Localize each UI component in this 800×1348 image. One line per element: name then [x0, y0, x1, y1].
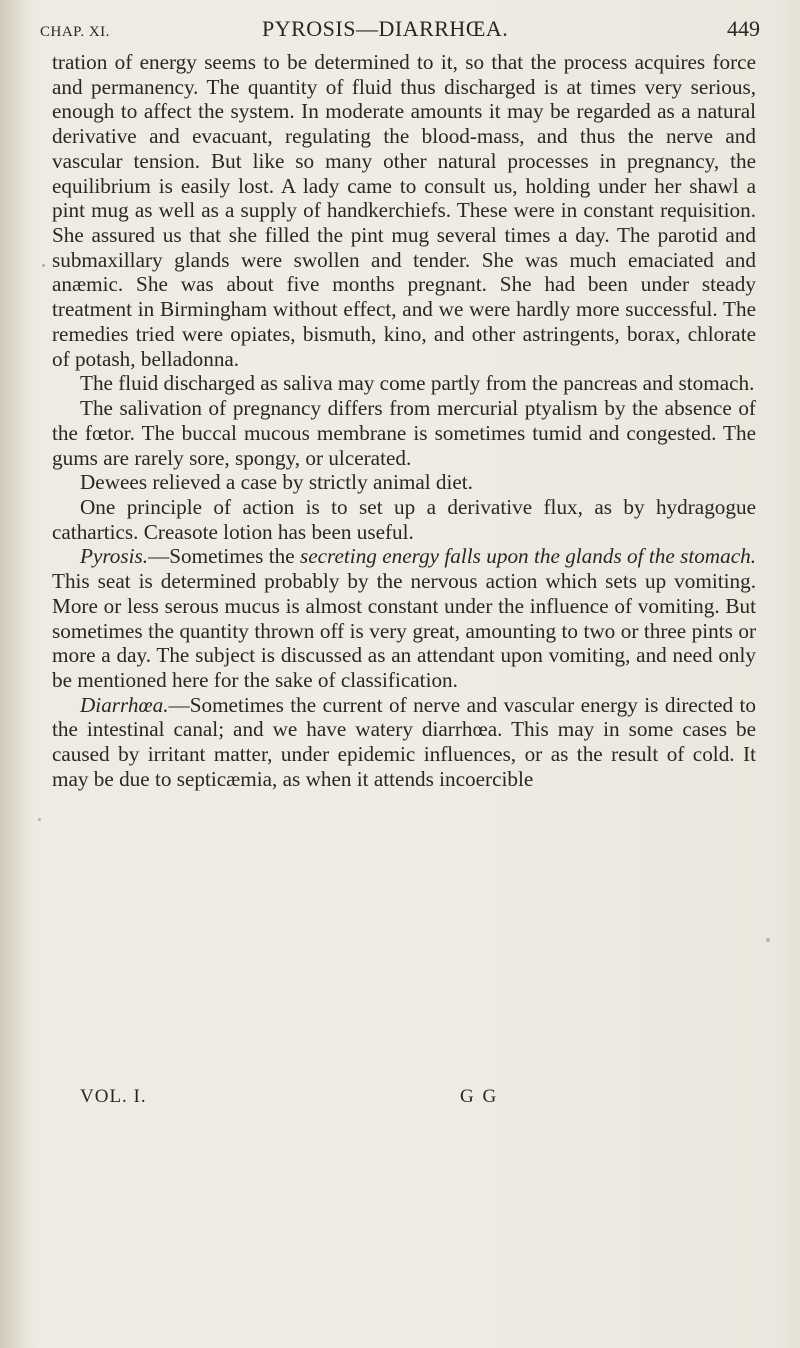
- paragraph-dewees: Dewees relieved a case by strictly animal diet.: [80, 470, 473, 495]
- paragraph-principle: One principle of action is to set up a derivative flux, as by hydragogue cathartics. Creasote lotion has been useful.: [52, 494, 756, 544]
- paragraph-salivation-differs: The salivation of pregnancy differs from mercurial ptyalism by the absence of the fœtor. The buccal mucous membrane is sometimes tumid and congested. The gums are rarely sore, spongy, or ulcerated.: [52, 396, 756, 470]
- page-header: [40, 14, 760, 48]
- page-edge-shadow: [0, 0, 28, 1348]
- pyrosis-text: This seat is determined probably by the nervous action which sets up vomiting. More or less serous mucus is almost constant under the influence of vomiting. But sometimes the quantity thrown off is very great, amounting to two or three pints or more a day. The subject is discussed as an attendant upon vomiting, and need only be mentioned here for the sake of classification.: [52, 569, 756, 692]
- paragraph-diarrhoea: [52, 693, 756, 792]
- paper-speck: [42, 264, 45, 267]
- pyrosis-heading: Pyrosis.: [80, 544, 149, 569]
- paragraph-continuation: tration of energy seems to be determined to it, so that the process acquires force and permanency. The quantity of fluid thus discharged is at times very serious, enough to affect the system. In moderate amounts it may be regarded as a natural derivative and evacuant, regulating the blood-mass, and thus the nerve and vascular tension. But like so many other natural processes in pregnancy, the equilibrium is easily lost. A lady came to consult us, holding under her shawl a pint mug as well as a supply of handkerchiefs. These were in constant requisition. She assured us that she filled the pint mug several times a day. The parotid and submaxillary glands were swollen and tender. She was much emaciated and anæmic. She was about five months pregnant. She had been under steady treatment in Birmingham without effect, and we were hardly more successful. The remedies tried were opiates, bismuth, kino, and other astringents, borax, chlorate of potash, belladonna.: [52, 50, 756, 371]
- paragraph-pyrosis: [52, 544, 756, 692]
- volume-label: VOL. I.: [80, 1086, 147, 1107]
- signature-mark: G G: [460, 1086, 499, 1107]
- running-title: PYROSIS—DIARRHŒA.: [262, 16, 509, 41]
- paragraph-saliva-source: The fluid discharged as saliva may come partly from the pancreas and stomach.: [80, 371, 755, 396]
- diarrhoea-text: —Sometimes the current of nerve and vascular energy is directed to the intestinal canal; and we have watery diarrhœa. This may in some cases be caused by irritant matter, under epidemic influences, or as the result of cold. It may be due to septicæmia, as when it attends incoercible: [52, 692, 756, 791]
- paper-speck: [766, 938, 770, 942]
- page-footer: [64, 1086, 664, 1114]
- chapter-label: CHAP. XI.: [40, 24, 110, 40]
- page-number: 449: [727, 16, 760, 41]
- body-text: [52, 50, 756, 792]
- diarrhoea-heading: Diarrhœa.: [80, 692, 169, 717]
- pyrosis-italic-phrase: secreting energy falls upon the glands of the stomach.: [300, 544, 756, 569]
- paper-speck: [38, 818, 41, 821]
- pyrosis-dash: —Sometimes the: [148, 544, 300, 569]
